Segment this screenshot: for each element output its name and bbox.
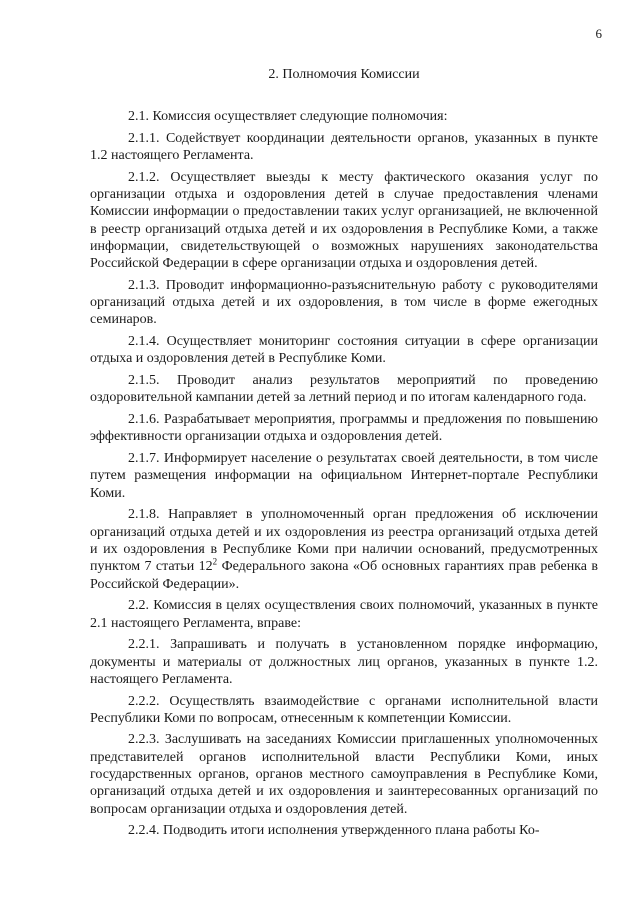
paragraph-2-1-7: 2.1.7. Информирует население о результатах своей деятельности, в том числе путем размещения информации на официальном Интернет-портале Республики Коми.	[90, 451, 598, 501]
paragraph-2-2-2: 2.2.2. Осуществлять взаимодействие с органами исполнительной власти Республики Коми по вопросам, отнесенным к компетенции Комиссии.	[90, 693, 598, 726]
section-title: 2. Полномочия Комиссии	[268, 67, 420, 82]
paragraph-2-1-5: 2.1.5. Проводит анализ результатов мероприятий по проведению оздоровительной кампании детей за летний период и по итогам календарного года.	[90, 373, 598, 406]
paragraph-2-1-8-text-end: Федерального закона «Об основных гарантиях прав ребенка в Российской Федерации».	[90, 559, 598, 592]
paragraph-2-1-6: 2.1.6. Разрабатывает мероприятия, программы и предложения по повышению эффективности организации отдыха и оздоровления детей.	[90, 412, 598, 445]
document-body	[90, 108, 598, 844]
paragraph-2-2-4: 2.2.4. Подводить итоги исполнения утвержденного плана работы Ко-	[128, 823, 540, 839]
paragraph-2-2: 2.2. Комиссия в целях осуществления своих полномочий, указанных в пункте 2.1 настоящего Регламента, вправе:	[90, 598, 598, 631]
paragraph-2-1-3: 2.1.3. Проводит информационно-разъяснительную работу с руководителями организаций отдыха детей и их оздоровления, в том числе в форме ежегодных семинаров.	[90, 277, 598, 328]
paragraph-2-1-8	[90, 506, 598, 592]
page-number: 6	[595, 26, 602, 41]
paragraph-2-1-4: 2.1.4. Осуществляет мониторинг состояния ситуации в сфере организации отдыха и оздоровления детей в Республике Коми.	[90, 334, 598, 367]
superscript: 2	[212, 556, 218, 567]
paragraph-2-2-3: 2.2.3. Заслушивать на заседаниях Комиссии приглашенных уполномоченных представителей органов исполнительной власти Республики Коми, иных государственных органов, органов местного самоуправления в Республике Коми, организаций отдыха детей и их оздоровления и заинтересованных организаций по вопросам организации отдыха и оздоровления детей.	[90, 732, 598, 817]
paragraph-2-1-1: 2.1.1. Содействует координации деятельности органов, указанных в пункте 1.2 настоящего Регламента.	[90, 130, 598, 163]
paragraph-2-1-2: 2.1.2. Осуществляет выезды к месту фактического оказания услуг по организации отдыха и оздоровления детей в случае предоставления членами Комиссии информации о предоставлении таких услуг организацией, не включенной в реестр организаций отдыха детей и их оздоровления в Республике Коми, а также информации, свидетельствующей о возможных нарушениях законодательства Российской Федерации в сфере организации отдыха и оздоровления детей.	[90, 169, 598, 272]
paragraph-2-1: 2.1. Комиссия осуществляет следующие полномочия:	[128, 109, 448, 124]
paragraph-2-1-8-text: 2.1.8. Направляет в уполномоченный орган предложения об исключении организаций отдыха детей и их оздоровления из реестра организаций отдыха детей и их оздоровления в Республике Коми при наличии оснований, предусмотренных пунктом 7 статьи 12	[90, 507, 598, 575]
paragraph-2-2-1: 2.2.1. Запрашивать и получать в установленном порядке информацию, документы и материалы от должностных лиц органов, указанных в пункте 1.2. настоящего Регламента.	[90, 637, 598, 687]
